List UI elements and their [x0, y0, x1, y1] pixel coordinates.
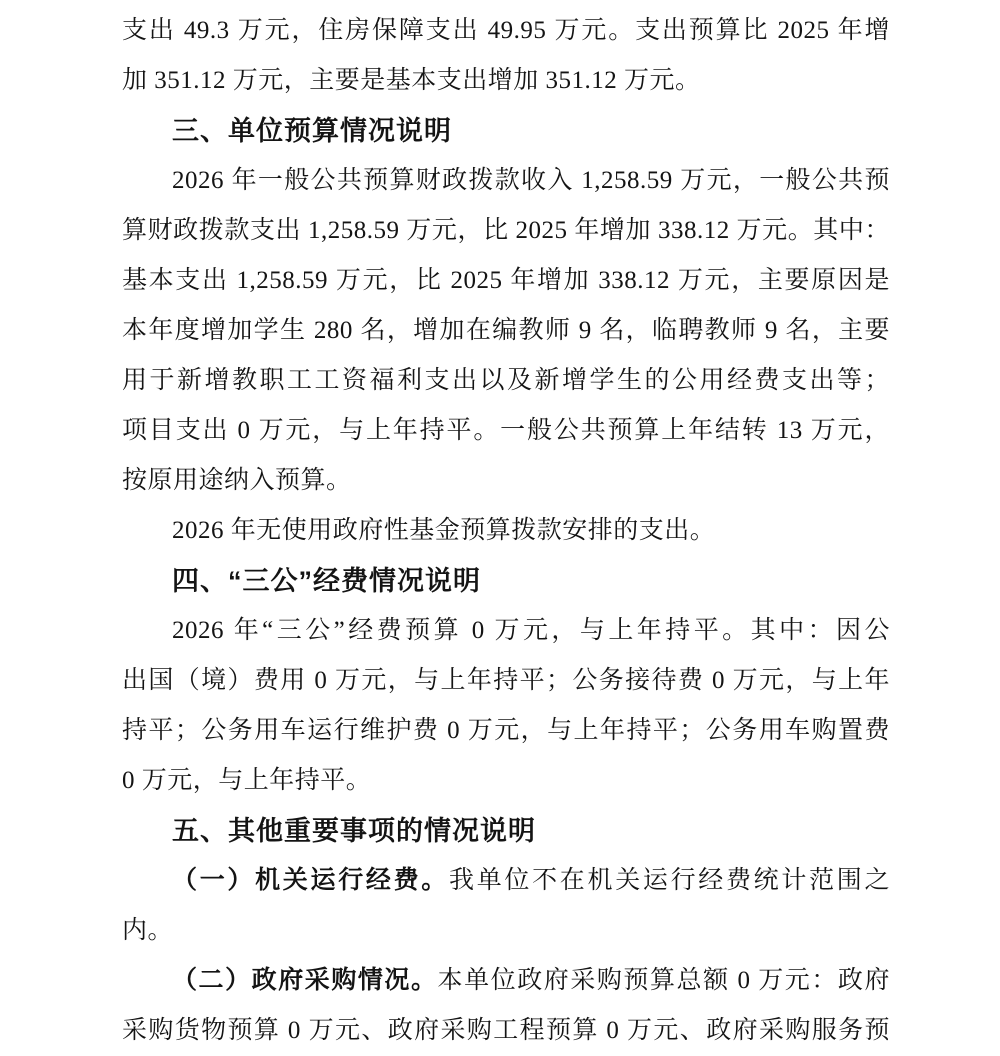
section-5-heading: 五、其他重要事项的情况说明 [172, 816, 536, 846]
body-text-line: 采购货物预算 0 万元、政府采购工程预算 0 万元、政府采购服务预 [122, 1017, 890, 1044]
section-3-heading: 三、单位预算情况说明 [172, 116, 452, 146]
body-text-line: 持平；公务用车运行维护费 0 万元，与上年持平；公务用车购置费 [122, 717, 890, 744]
body-text-line: 项目支出 0 万元，与上年持平。一般公共预算上年结转 13 万元， [122, 417, 890, 444]
body-text-line: 加 351.12 万元，主要是基本支出增加 351.12 万元。 [122, 67, 701, 94]
body-text-line: 按原用途纳入预算。 [122, 467, 352, 494]
body-text-line: 本年度增加学生 280 名，增加在编教师 9 名，临聘教师 9 名，主要 [122, 317, 890, 344]
body-text-line: 2026 年无使用政府性基金预算拨款安排的支出。 [172, 517, 716, 544]
body-text-line: 基本支出 1,258.59 万元，比 2025 年增加 338.12 万元，主要原因是 [122, 267, 890, 294]
document-page [122, 6, 890, 1056]
body-text-line: 2026 年“三公”经费预算 0 万元，与上年持平。其中：因公 [172, 617, 890, 644]
subsection-1-label: （一）机关运行经费。 [172, 867, 449, 894]
body-text-line [122, 956, 890, 1006]
subsection-2-label: （二）政府采购情况。 [172, 967, 438, 994]
body-text-line: 内。 [122, 917, 174, 944]
body-text-line: 用于新增教职工工资福利支出以及新增学生的公用经费支出等； [122, 367, 890, 394]
body-text-line [122, 856, 890, 906]
section-4-heading: 四、“三公”经费情况说明 [172, 566, 481, 596]
body-text: 本单位政府采购预算总额 0 万元：政府 [437, 967, 890, 994]
body-text-line: 0 万元，与上年持平。 [122, 767, 372, 794]
body-text-line: 支出 49.3 万元，住房保障支出 49.95 万元。支出预算比 2025 年增 [122, 17, 890, 44]
body-text-line: 算财政拨款支出 1,258.59 万元，比 2025 年增加 338.12 万元。其中： [122, 217, 890, 244]
body-text-line: 2026 年一般公共预算财政拨款收入 1,258.59 万元，一般公共预 [172, 167, 890, 194]
body-text-line: 出国（境）费用 0 万元，与上年持平；公务接待费 0 万元，与上年 [122, 667, 890, 694]
body-text: 我单位不在机关运行经费统计范围之 [449, 867, 890, 894]
